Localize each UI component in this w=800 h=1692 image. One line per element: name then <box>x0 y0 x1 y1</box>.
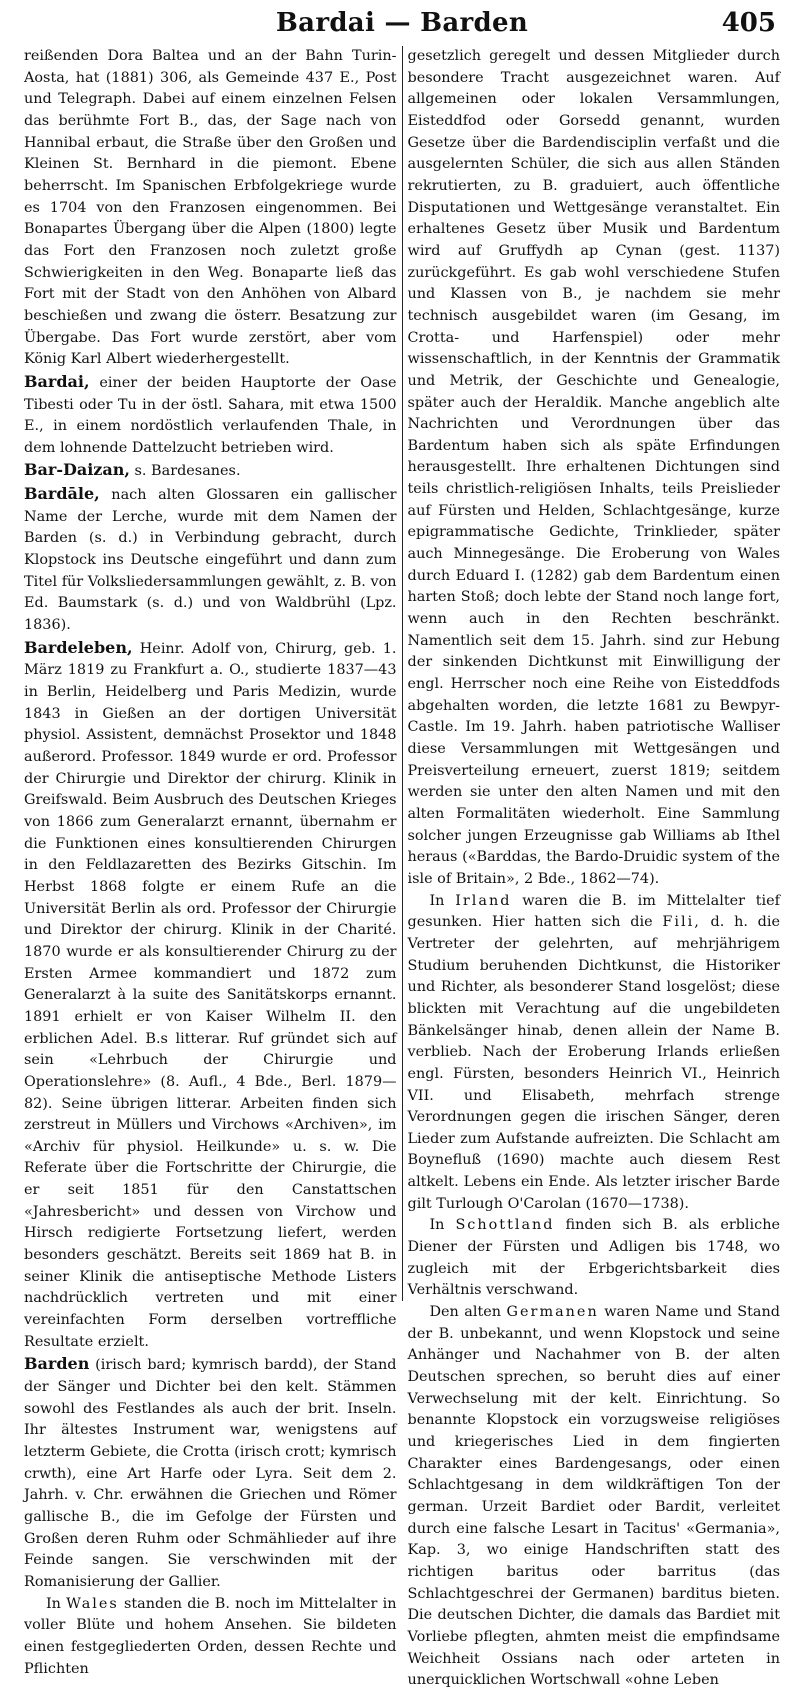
paragraph-wales-lead: In <box>46 1595 67 1612</box>
paragraph-schottland-text: finden sich B. als erbliche Diener der Fürsten und Adligen bis 1748, wo zugleich mit der Erbgerichtsbarkeit dies Verhältnis verschwand. <box>407 1217 780 1299</box>
paragraph-germanen-text: waren Name und Stand der B. unbekannt, und wenn Klopstock und seine Anhänger und Nachahmer von B. der alten Deutschen sprechen, so beruht dies auf einer Verwechselung mit der kelt. Einrichtung. So benannte Klopstock ein vorzugsweise religiöses und kriegerisches Lied in dem fingierten Charakter eines Bardengesangs, oder einen Schlachtgesang in dem wildkräftigen Ton der german. Urzeit Bardiet oder Bardit, verleitet durch eine falsche Lesart in Tacitus' «Germania», Kap. 3, wo einige Handschriften statt des richtigen baritus oder barritus (das Schlachtgeschrei der Germanen) barditus bieten. Die deutschen Dichter, die damals das Bardiet mit Vorliebe pflegten, ahmten meist die empfindsame Weichheit Ossians nach oder arteten in unerquicklichen Wortschwall «ohne Leben <box>407 1304 780 1689</box>
place-wales: Wales <box>66 1595 119 1612</box>
term-fili: Fili, <box>662 914 701 931</box>
entry-barden-text: (irisch bard; kymrisch bardd), der Stand der Sänger und Dichter bei den kelt. Stämmen sowohl des Festlandes als auch der brit. Inseln. Ihr ältestes Instrument war, wenigstens auf letzterm Gebiete, die Crotta (irisch crott; kymrisch crwth), eine Art Harfe oder Lyra. Seit dem 2. Jahrh. v. Chr. erwähnen die Griechen und Römer gallische B., die im Gefolge der Fürsten und Großen deren Ruhm oder Schmählieder auf ihre Feinde sangen. Sie verschwinden mit der Romanisierung der Gallier. <box>24 1357 397 1590</box>
place-schottland: Schottland <box>455 1217 555 1234</box>
lemma-bardeleben: Bardeleben, <box>24 637 133 657</box>
running-head: Bardai — Barden <box>275 8 529 38</box>
page-number: 405 <box>721 8 776 38</box>
paragraph-germanen <box>408 1302 781 1692</box>
lemma-bar-daizan: Bar-Daizan, <box>24 460 130 480</box>
entry-bardale <box>24 483 397 637</box>
entry-bardale-text: nach alten Glossaren ein gallischer Name der Lerche, wurde mit dem Namen der Barden (s. d.) in Verbindung gebracht, durch Klopstock ins Deutsche eingeführt und dann zum Titel für Volksliedersammlungen gewählt, z. B. von Ed. Baumstark (s. d.) und von Waldbrühl (Lpz. 1836). <box>24 487 397 634</box>
lemma-bardai: Bardai, <box>24 371 90 391</box>
paragraph-schottland-lead: In <box>429 1217 456 1234</box>
page-header <box>24 0 780 46</box>
left-column <box>24 46 397 1677</box>
paragraph-irland-mid: waren die B. im Mittelalter tief gesunken. Hier hatten sich die <box>407 892 780 931</box>
place-irland: Irland <box>455 892 512 909</box>
entry-barden <box>24 1353 397 1593</box>
right-column <box>407 46 781 1689</box>
entry-bardeleben <box>24 637 397 1354</box>
paragraph-schottland <box>408 1215 781 1302</box>
paragraph-wales-text: standen die B. noch im Mittelalter in voller Blüte und hohem Ansehen. Sie bildeten einen festgegliederten Orden, dessen Rechte und Pflichten <box>24 1595 397 1677</box>
place-germanen: Germanen <box>506 1304 599 1321</box>
paragraph-wales <box>24 1594 397 1681</box>
paragraph-aosta-continued: reißenden Dora Baltea und an der Bahn Turin-Aosta, hat (1881) 306, als Gemeinde 437 E., Post und Telegraph. Dabei auf einem einzelnen Felsen das berühmte Fort B., das, der Sage nach von Hannibal erbaut, die Straße über den Großen und Kleinen St. Bernhard in die piemont. Ebene beherrscht. Im Spanischen Erbfolgekriege wurde es 1704 von den Franzosen eingenommen. Bei Bonapartes Übergang über die Alpen (1800) legte das Fort den Franzosen noch zuletzt große Schwierigkeiten in den Weg. Bonaparte ließ das Fort mit der Stadt von den Anhöhen von Albard beschießen und zwang die österr. Besatzung zur Übergabe. Das Fort wurde zerstört, aber vom König Karl Albert wiederhergestellt. <box>24 48 397 368</box>
paragraph-wales-continued: gesetzlich geregelt und dessen Mitglieder durch besondere Tracht ausgezeichnet waren. Auf allgemeinen oder lokalen Versammlungen, Eisteddfod oder Gorsedd genannt, wurden Gesetze über die Bardendisciplin verfaßt und die ausgelernten Schüler, die sich aus allen Ständen rekrutierten, zu B. graduiert, auch öffentliche Disputationen und Wettgesänge veranstaltet. Ein erhaltenes Gesetz über Musik und Bardentum wird auf Gruffydh ap Cynan (gest. 1137) zurückgeführt. Es gab wohl verschiedene Stufen und Klassen von B., je nachdem sie mehr technisch ausgebildet waren (im Gesang, im Crotta- und Harfenspiel) oder mehr wissenschaftlich, in der Kenntnis der Grammatik und Metrik, der Geschichte und Genealogie, später auch der Heraldik. Manche angeblich alte Nachrichten und Verordnungen über das Bardentum haben sich als späte Erfindungen herausgestellt. Ihre erhaltenen Dichtungen sind teils christlich-religiösen Inhalts, teils Preislieder auf Fürsten und Helden, Schlachtgesänge, kurze epigrammatische Gedichte, Trinklieder, später auch Minnegesänge. Die Eroberung von Wales durch Eduard I. (1282) gab dem Bardentum einen harten Stoß; doch lebte der Stand noch lange fort, wenn auch in den Rechten beschränkt. Namentlich seit dem 15. Jahrh. sind zur Hebung der sinkenden Dichtkunst mit Einwilligung der engl. Herrscher noch eine Reihe von Eisteddfods abgehalten worden, die letzte 1681 zu Bewpyr-Castle. Im 19. Jahrh. haben patriotische Walliser diese Versammlungen mit Wettgesängen und Preisverteilung erneuert, zuerst 1819; seitdem werden sie unter den alten Namen und mit den alten Formalitäten wiederholt. Eine Sammlung solcher jungen Erzeugnisse gab Williams ab Ithel heraus («Barddas, the Bardo-Druidic system of the isle of Britain», 2 Bde., 1862—74). <box>407 48 780 887</box>
entry-bar-daizan-text: s. Bardesanes. <box>129 463 241 480</box>
lemma-barden: Barden <box>24 1354 90 1374</box>
lemma-bardale: Bardāle, <box>24 484 100 504</box>
text-columns <box>24 46 781 1689</box>
paragraph-germanen-lead: Den alten <box>429 1304 507 1321</box>
entry-bardeleben-text: Heinr. Adolf von, Chirurg, geb. 1. März 1819 zu Frankfurt a. O., studierte 1837—43 in Berlin, Heidelberg und Paris Medizin, wurde 1843 in Gießen an der dortigen Universität physiol. Assistent, demnächst Prosektor und 1848 außerord. Professor. 1849 wurde er ord. Professor der Chirurgie und Direktor der chirurg. Klinik in Greifswald. Beim Ausbruch des Deutschen Krieges von 1866 zum Generalarzt ernannt, übernahm er die Funktionen eines konsultierenden Chirurgen in den Feldlazaretten des Bezirks Gitschin. Im Herbst 1868 folgte er einem Rufe an die Universität Berlin als ord. Professor der Chirurgie und Direktor der chirurg. Klinik in der Charité. 1870 wurde er als konsultierender Chirurg zu der Ersten Armee kommandiert und 1872 zum Generalarzt à la suite des Sanitätskorps ernannt. 1891 erhielt er von Kaiser Wilhelm II. den erblichen Adel. B.s litterar. Ruf gründet sich auf sein «Lehrbuch der Chirurgie und Operationslehre» (8. Aufl., 4 Bde., Berl. 1879—82). Seine übrigen litterar. Arbeiten finden sich zerstreut in Müllers und Virchows «Archiven», im «Archiv für physiol. Heilkunde» u. s. w. Die Referate über die Fortschritte der Chirurgie, die er seit 1851 für den Canstattschen «Jahresbericht» und dessen von Virchow und Hirsch redigierte Fortsetzung liefert, werden besonders geschätzt. Bereits seit 1869 hat B. in seiner Klinik die antiseptische Methode Listers nachdrücklich vertreten und mit einer vereinfachten Form derselben vortreffliche Resultate erzielt. <box>24 640 397 1350</box>
paragraph-irland <box>408 891 781 1216</box>
entry-bardai-text: einer der beiden Hauptorte der Oase Tibesti oder Tu in der östl. Sahara, mit etwa 1500 E., in einem nordöstlich verlaufenden Thale, in dem lohnende Dattelzucht betrieben wird. <box>24 374 397 456</box>
entry-bardai <box>24 371 397 460</box>
entry-bar-daizan <box>24 459 397 483</box>
column-divider <box>402 46 403 1301</box>
paragraph-irland-text: d. h. die Vertreter der gelehrten, auf mehrjährigem Studium beruhenden Dichtkunst, die Historiker und Richter, als besonderer Stand losgelöst; diese blickten mit Verachtung auf die ungebildeten Bänkelsänger hinab, denen allein der Name B. verblieb. Nach der Eroberung Irlands erließen engl. Fürsten, besonders Heinrich VI., Heinrich VII. und Elisabeth, mehrfach strenge Verordnungen gegen die irischen Sänger, deren Lieder zum Aufstande aufreizten. Die Schlacht am Boynefluß (1690) machte auch diesem Rest altkelt. Lebens ein Ende. Als letzter irischer Barde gilt Turlough O'Carolan (1670—1738). <box>407 914 781 1212</box>
paragraph-irland-lead: In <box>429 892 456 909</box>
